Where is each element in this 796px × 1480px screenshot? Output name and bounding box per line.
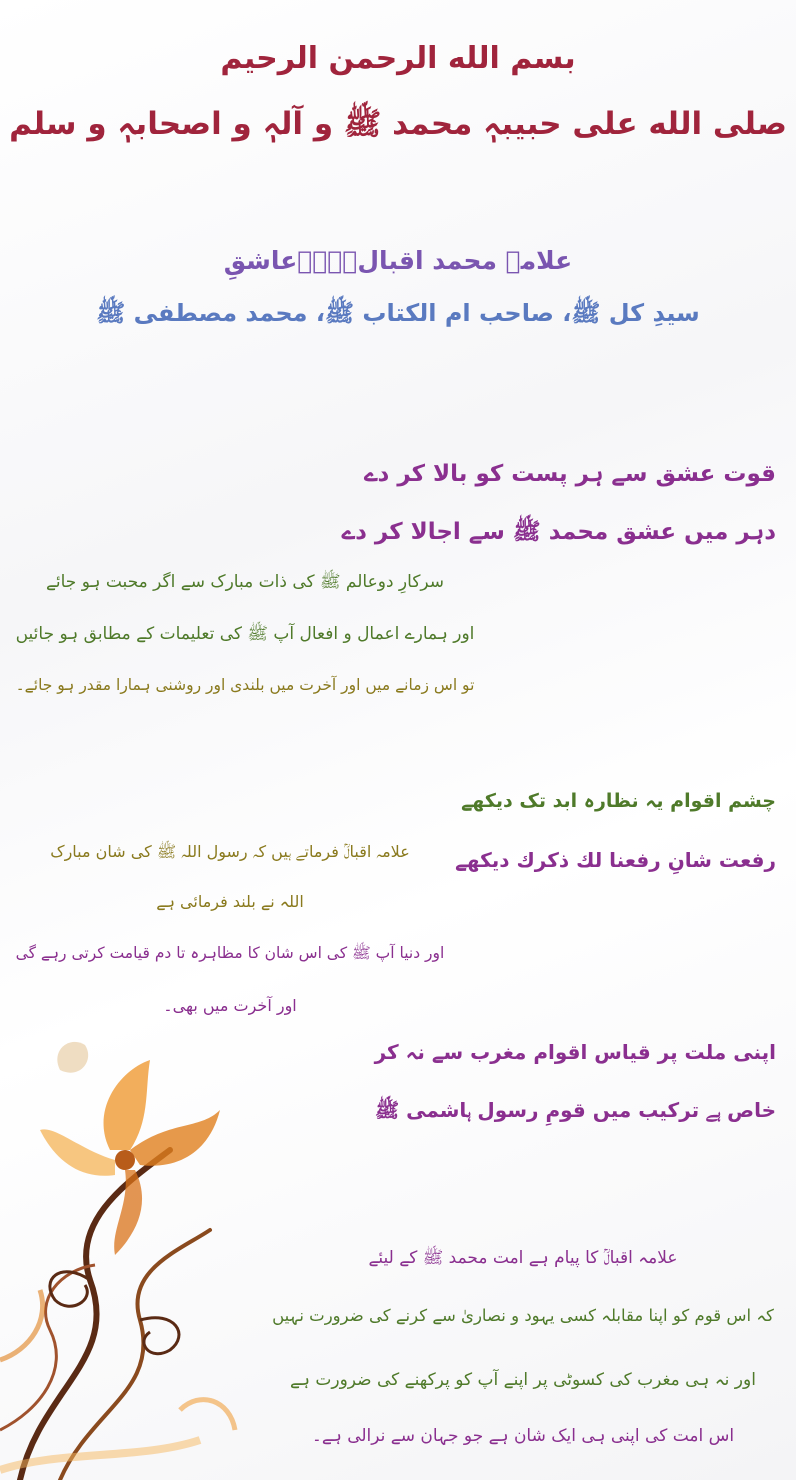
couplet-2-line-1: چشم اقوام یہ نظارہ ابد تک دیکھے: [461, 790, 776, 812]
prose-2-line-4: اور آخرت میں بھی۔: [163, 996, 297, 1015]
prose-2-line-3: اور دنیا آپ ﷺ کی اس شان کا مظاہرہ تا دم قیامت کرتی رہے گی: [15, 944, 445, 962]
couplet-3-line-2: خاص ہے ترکیب میں قومِ رسول ہاشمی ﷺ: [375, 1098, 776, 1122]
prose-2-line-2: اللہ نے بلند فرمائی ہے: [156, 892, 304, 911]
couplet-1-line-1: قوت عشق سے ہر پست کو بالا کر دے: [364, 461, 776, 487]
salawat-heading: صلی الله علی حبیبہٖ محمد ﷺ و آلہٖ و اصحابہٖ و سلم: [9, 106, 787, 142]
prose-1-line-1: سرکارِ دوعالم ﷺ کی ذات مبارک سے اگر محبت ہو جائے: [45, 572, 445, 592]
couplet-1-line-2: دہر میں عشق محمد ﷺ سے اجالا کر دے: [341, 519, 776, 545]
title-line-1: علامہ محمد اقبالؒ۔۔۔عاشقِ: [223, 246, 573, 275]
prose-1-line-2: اور ہمارے اعمال و افعال آپ ﷺ کی تعلیمات کے مطابق ہو جائیں: [15, 624, 475, 644]
prose-4-line-4: اس امت کی اپنی ہی ایک شان ہے جو جہان سے نرالی ہے۔: [311, 1426, 735, 1446]
title-line-2: سیدِ کل ﷺ، صاحب ام الکتاب ﷺ، محمد مصطفی ﷺ: [96, 299, 700, 327]
basmala-heading: بسم الله الرحمن الرحیم: [220, 41, 576, 76]
floral-ornament-icon: [0, 1030, 240, 1480]
prose-4-line-1: علامہ اقبالؒ کا پیام ہے امت محمد ﷺ کے لیئے: [368, 1248, 678, 1268]
prose-2-line-1: علامہ اقبالؒ فرماتے ہیں کہ رسول اللہ ﷺ کی شان مبارک: [50, 842, 410, 861]
couplet-3-line-1: اپنی ملت پر قیاس اقوام مغرب سے نہ کر: [374, 1040, 776, 1064]
prose-4-line-2: کہ اس قوم کو اپنا مقابلہ کسی یہود و نصاریٰ سے کرنے کی ضرورت نہیں: [272, 1306, 774, 1325]
couplet-2-line-2: رفعت شانِ رفعنا لك ذكرك دیکھے: [455, 848, 776, 872]
prose-4-line-3: اور نہ ہی مغرب کی کسوٹی پر اپنے آپ کو پرکھنے کی ضرورت ہے: [290, 1370, 756, 1390]
prose-1-line-3: تو اس زمانے میں اور آخرت میں بلندی اور روشنی ہمارا مقدر ہو جائے۔: [15, 676, 475, 694]
